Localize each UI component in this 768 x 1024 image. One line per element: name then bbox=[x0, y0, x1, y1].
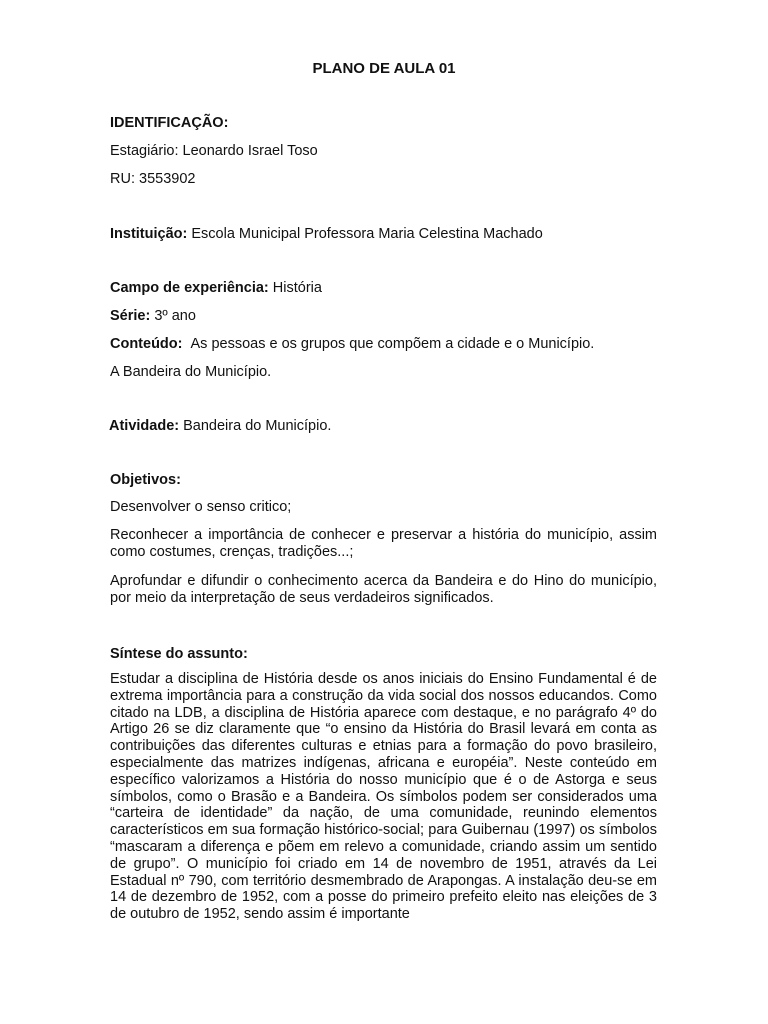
campo-label: Campo de experiência: bbox=[110, 280, 269, 296]
sintese-heading: Síntese do assunto: bbox=[110, 646, 248, 662]
objetivo-item: Aprofundar e difundir o conhecimento acerca da Bandeira e do Hino do município, por meio da interpretação de seus verdadeiros significados. bbox=[110, 573, 657, 606]
objetivo-item: Desenvolver o senso critico; bbox=[110, 499, 292, 515]
campo-line bbox=[110, 279, 322, 297]
serie-value: 3º ano bbox=[154, 308, 196, 324]
conteudo-value: As pessoas e os grupos que compõem a cidade e o Município. bbox=[190, 336, 595, 352]
instituicao-label: Instituição: bbox=[110, 226, 188, 242]
atividade-label: Atividade: bbox=[109, 418, 180, 434]
instituicao-line bbox=[110, 225, 543, 243]
serie-line bbox=[110, 307, 196, 325]
serie-label: Série: bbox=[110, 308, 151, 324]
conteudo-line-2: A Bandeira do Município. bbox=[110, 364, 272, 380]
campo-value: História bbox=[272, 280, 322, 296]
estagiario-line: Estagiário: Leonardo Israel Toso bbox=[110, 143, 318, 159]
instituicao-value: Escola Municipal Professora Maria Celestina Machado bbox=[191, 226, 543, 242]
objetivo-item: Reconhecer a importância de conhecer e preservar a história do município, assim como costumes, crenças, tradições...; bbox=[110, 527, 657, 560]
document-title: PLANO DE AULA 01 bbox=[312, 60, 456, 77]
atividade-value: Bandeira do Município. bbox=[183, 418, 332, 434]
objetivos-heading: Objetivos: bbox=[110, 472, 181, 488]
identificacao-heading: IDENTIFICAÇÃO: bbox=[110, 115, 229, 131]
conteudo-label: Conteúdo: bbox=[110, 336, 183, 352]
atividade-line bbox=[109, 417, 331, 435]
ru-line: RU: 3553902 bbox=[110, 171, 196, 187]
sintese-paragraph: Estudar a disciplina de História desde os anos iniciais do Ensino Fundamental é de extrema importância para a construção da vida social dos nossos educandos. Como citado na LDB, a disciplina de História aparece com destaque, e no parágrafo 4º do Artigo 26 se diz claramente que “o ensino da História do Brasil levará em conta as contribuições das diferentes culturas e etnias para a formação do povo brasileiro, especialmente das matrizes indígenas, africana e européia”. Neste conteúdo em específico valorizamos a História do nosso município que é o de Astorga e seus símbolos, como o Brasão e a Bandeira. Os símbolos podem ser considerados uma “carteira de identidade” da nação, de uma comunidade, reunindo elementos característicos em sua formação histórico-social; para Guibernau (1997) os símbolos “mascaram a diferença e põem em relevo a comunidade, criando assim um sentido de grupo”. O município foi criado em 14 de novembro de 1951, através da Lei Estadual nº 790, com território desmembrado de Arapongas. A instalação deu-se em 14 de dezembro de 1952, com a posse do primeiro prefeito eleito nas eleições de 3 de outubro de 1952, sendo assim é importante bbox=[110, 671, 657, 923]
conteudo-line bbox=[110, 335, 594, 353]
